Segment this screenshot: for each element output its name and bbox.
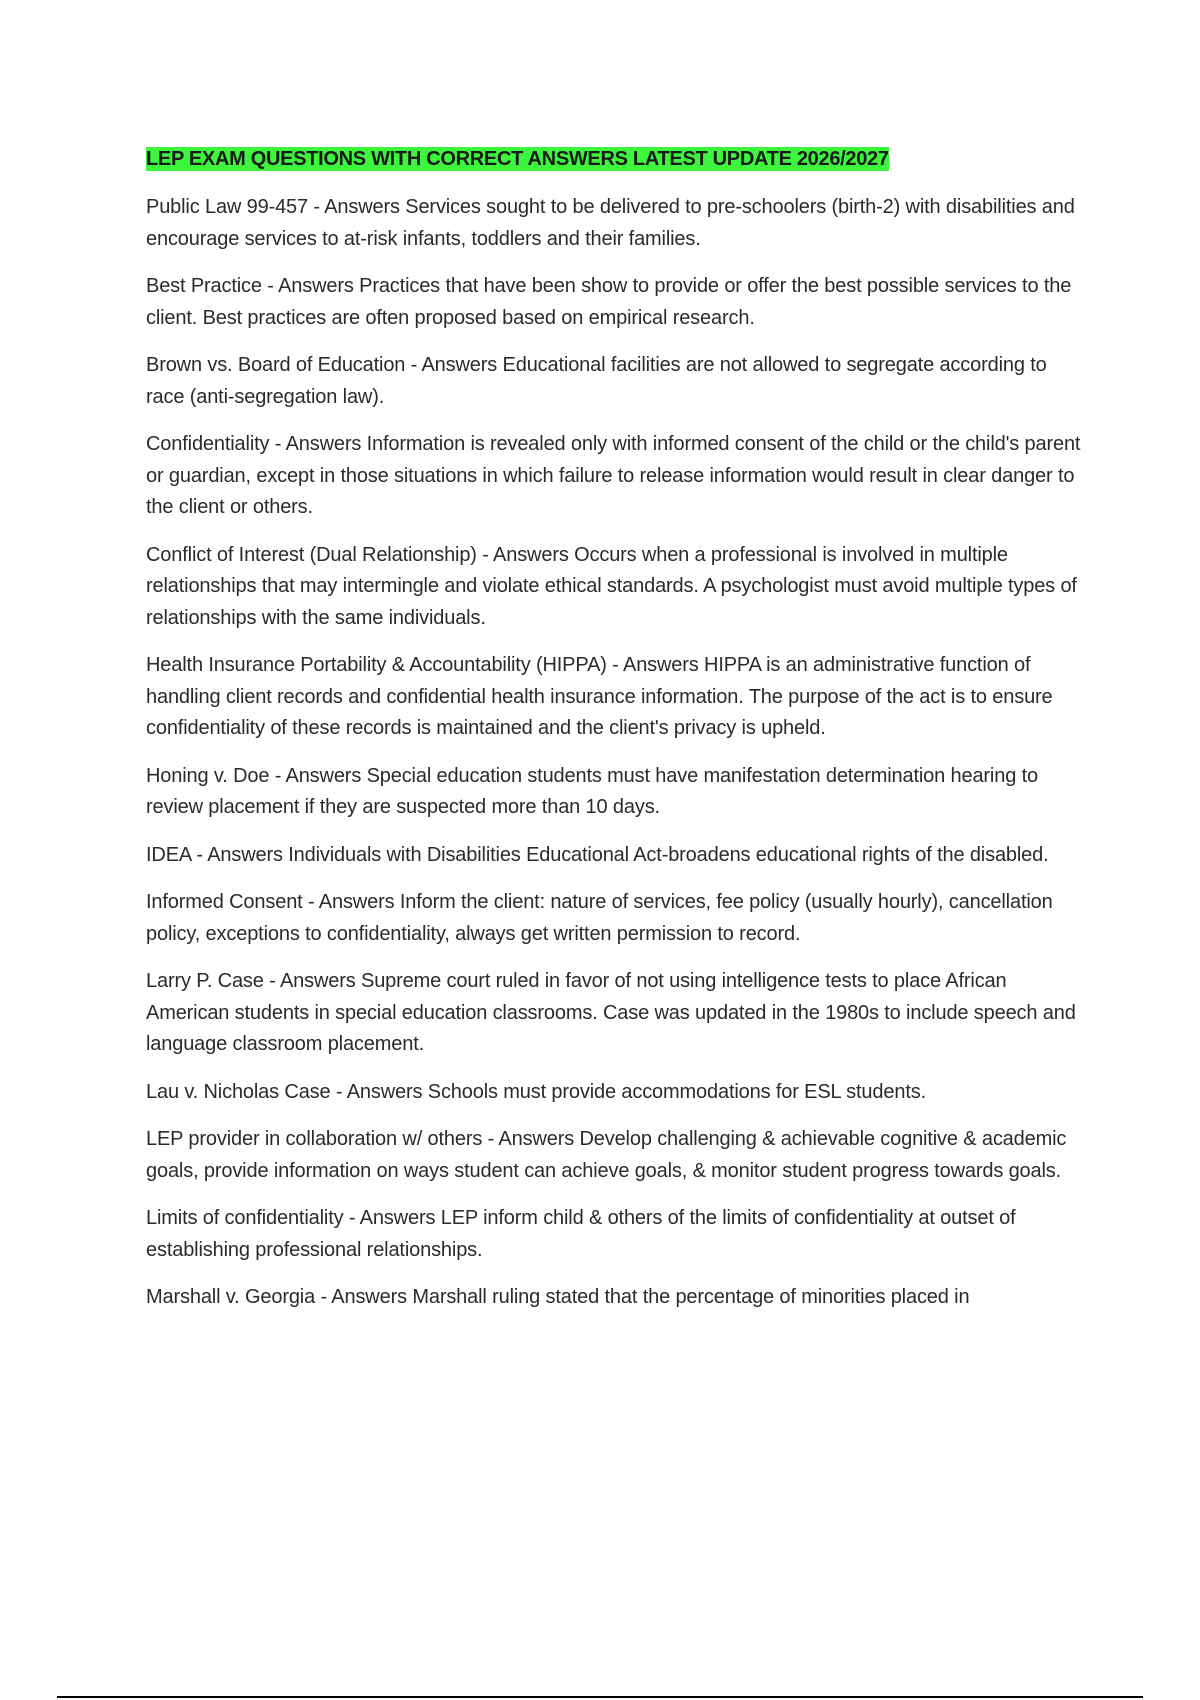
qa-entry: IDEA - Answers Individuals with Disabilities Educational Act-broadens educational rights of the disabled. xyxy=(146,843,1049,866)
qa-entry: Best Practice - Answers Practices that have been show to provide or offer the best possible services to the client. Best practices are often proposed based on empirical research. xyxy=(146,275,1072,329)
qa-entry: Limits of confidentiality - Answers LEP inform child & others of the limits of confidentiality at outset of establishing professional relationships. xyxy=(146,1207,1016,1261)
qa-entry: Informed Consent - Answers Inform the client: nature of services, fee policy (usually hourly), cancellation policy, exceptions to confidentiality, always get written permission to record. xyxy=(146,891,1053,945)
title-block xyxy=(146,147,1081,173)
qa-entry: LEP provider in collaboration w/ others - Answers Develop challenging & achievable cognitive & academic goals, provide information on ways student can achieve goals, & monitor student progress towards goals. xyxy=(146,1128,1067,1182)
document-body xyxy=(146,147,1081,1330)
qa-entry: Lau v. Nicholas Case - Answers Schools must provide accommodations for ESL students. xyxy=(146,1080,926,1103)
qa-entry: Confidentiality - Answers Information is revealed only with informed consent of the child or the child's parent or guardian, except in those situations in which failure to release information would result in clear danger to the client or others. xyxy=(146,433,1081,518)
qa-entry: Larry P. Case - Answers Supreme court ruled in favor of not using intelligence tests to place African American students in special education classrooms. Case was updated in the 1980s to include speech and language classroom placement. xyxy=(146,970,1076,1055)
qa-entry: Marshall v. Georgia - Answers Marshall ruling stated that the percentage of minorities placed in xyxy=(146,1286,970,1308)
page-bottom-rule xyxy=(57,1696,1143,1698)
qa-entry: Public Law 99-457 - Answers Services sought to be delivered to pre-schoolers (birth-2) with disabilities and encourage services to at-risk infants, toddlers and their families. xyxy=(146,196,1075,250)
document-title: LEP EXAM QUESTIONS WITH CORRECT ANSWERS LATEST UPDATE 2026/2027 xyxy=(146,148,889,170)
qa-entry: Health Insurance Portability & Accountability (HIPPA) - Answers HIPPA is an administrative function of handling client records and confidential health insurance information. The purpose of the act is to ensure confidentiality of these records is maintained and the client's privacy is upheld. xyxy=(146,654,1053,739)
qa-entry: Brown vs. Board of Education - Answers Educational facilities are not allowed to segregate according to race (anti-segregation law). xyxy=(146,354,1047,408)
qa-entry: Honing v. Doe - Answers Special education students must have manifestation determination hearing to review placement if they are suspected more than 10 days. xyxy=(146,764,1038,818)
qa-entry: Conflict of Interest (Dual Relationship) - Answers Occurs when a professional is involved in multiple relationships that may intermingle and violate ethical standards. A psychologist must avoid multiple types of relationships with the same individuals. xyxy=(146,543,1077,629)
